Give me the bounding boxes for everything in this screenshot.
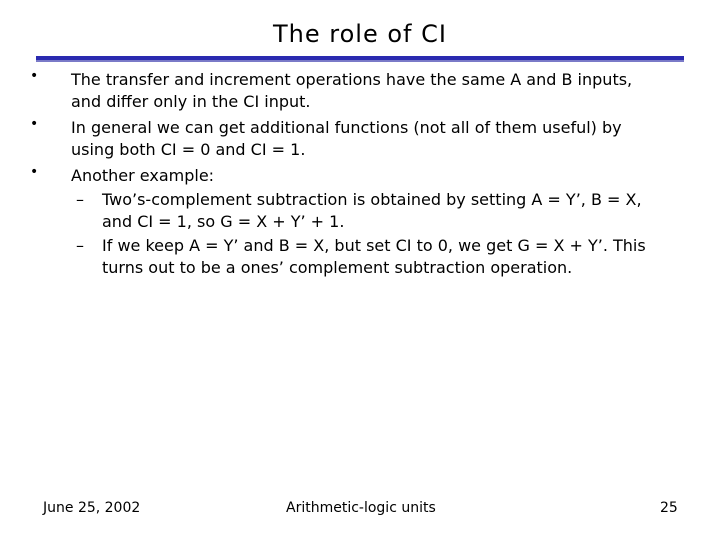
sub-bullet-dash: – bbox=[76, 190, 84, 209]
bullet-2-line-2: using both CI = 0 and CI = 1. bbox=[71, 140, 306, 159]
sub-bullet-dash: – bbox=[76, 236, 84, 255]
bullet-marker: • bbox=[30, 116, 39, 132]
footer-date: June 25, 2002 bbox=[43, 500, 141, 516]
sub-bullet-1-line-1: Two’s-complement subtraction is obtained by setting A = Y’, B = X, bbox=[102, 190, 642, 209]
bullet-3-line-1: Another example: bbox=[71, 166, 215, 185]
sub-bullet-2-line-2: turns out to be a ones’ complement subtraction operation. bbox=[102, 258, 573, 277]
bullet-1-line-1: The transfer and increment operations have the same A and B inputs, bbox=[71, 70, 633, 89]
bullet-marker: • bbox=[30, 68, 39, 84]
bullet-2-line-1: In general we can get additional functions (not all of them useful) by bbox=[71, 118, 622, 137]
bullet-1-line-2: and differ only in the CI input. bbox=[71, 92, 311, 111]
sub-bullet-2-line-1: If we keep A = Y’ and B = X, but set CI to 0, we get G = X + Y’. This bbox=[102, 236, 646, 255]
footer-topic: Arithmetic-logic units bbox=[286, 500, 436, 516]
sub-bullet-1-line-2: and CI = 1, so G = X + Y’ + 1. bbox=[102, 212, 345, 231]
bullet-marker: • bbox=[30, 164, 39, 180]
footer-page-number: 25 bbox=[660, 500, 678, 516]
title-divider-shadow bbox=[36, 60, 684, 62]
slide-title: The role of CI bbox=[273, 20, 447, 48]
